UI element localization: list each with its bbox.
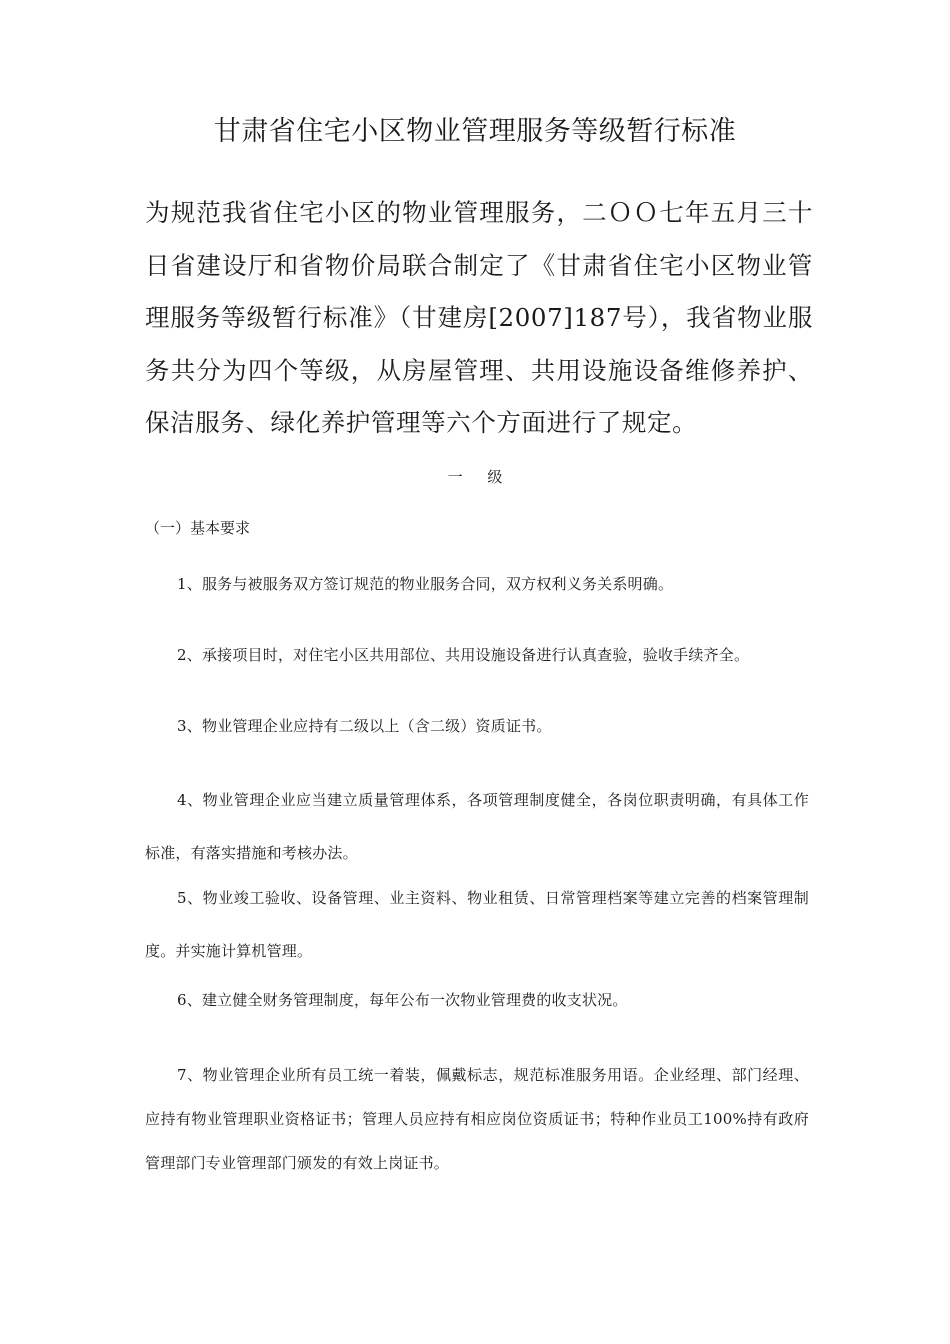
intro-paragraph: 为规范我省住宅小区的物业管理服务，二ＯＯ七年五月三十日省建设厅和省物价局联合制定了《甘肃省住宅小区物业管理服务等级暂行标准》（甘建房[2007]187号），我省物业服务共分为四个等级，从房屋管理、共用设施设备维修养护、保洁服务、绿化养护管理等六个方面进行了规定。 [145,198,813,437]
requirement-item-5: 5、物业竣工验收、设备管理、业主资料、物业租赁、日常管理档案等建立完善的档案管理制度。并实施计算机管理。 [145,889,809,960]
document-title: 甘肃省住宅小区物业管理服务等级暂行标准 [213,116,737,147]
requirement-item-2: 2、承接项目时，对住宅小区共用部位、共用设施设备进行认真查验，验收手续齐全。 [177,646,750,664]
requirement-item-1: 1、服务与被服务双方签订规范的物业服务合同，双方权利义务关系明确。 [177,575,674,593]
requirement-item-4: 4、物业管理企业应当建立质量管理体系，各项管理制度健全，各岗位职责明确，有具体工作标准，有落实措施和考核办法。 [145,791,809,862]
requirement-item-6: 6、建立健全财务管理制度，每年公布一次物业管理费的收支状况。 [177,991,628,1009]
level-heading: 一 级 [447,468,503,486]
section-heading: （一）基本要求 [145,519,251,537]
requirement-item-7: 7、物业管理企业所有员工统一着装，佩戴标志，规范标准服务用语。企业经理、部门经理、应持有物业管理职业资格证书；管理人员应持有相应岗位资质证书；特种作业员工100%持有政府管理部门专业管理部门颁发的有效上岗证书。 [145,1066,809,1172]
requirement-item-3: 3、物业管理企业应持有二级以上（含二级）资质证书。 [177,717,552,735]
